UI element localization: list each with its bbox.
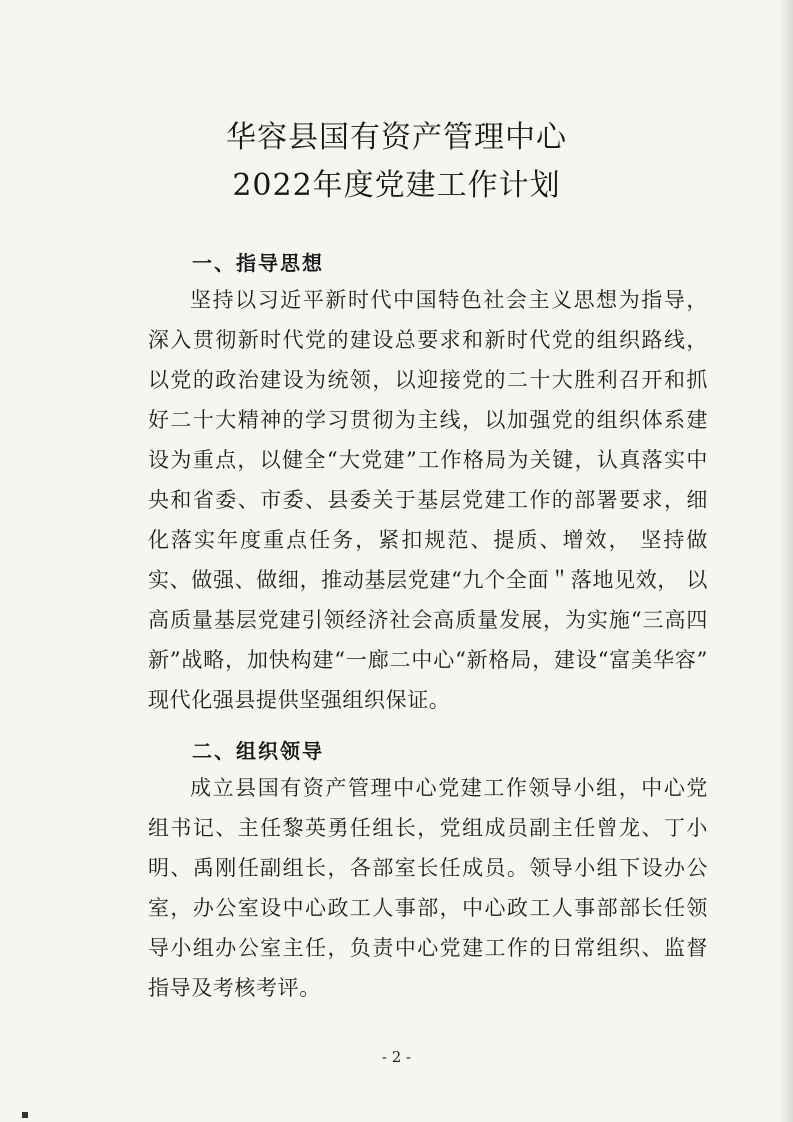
document-title-line-2: 2022年度党建工作计划 [232,168,561,203]
scan-artifact-mark [22,1112,28,1118]
page-number: - 2 - [381,1048,412,1066]
section-paragraph-guiding-thought: 坚持以习近平新时代中国特色社会主义思想为指导，深入贯彻新时代党的建设总要求和新时代党的组织路线，以党的政治建设为统领，以迎接党的二十大胜利召开和抓好二十大精神的学习贯彻为主线，以加强党的组织体系建设为重点，以健全“大党建”工作格局为关键，认真落实中央和省委、市委、县委关于基层党建工作的部署要求，细化落实年度重点任务，紧扣规范、提质、增效， 坚持做实、做强、做细，推动基层党建“九个全面＂落地见效， 以高质量基层党建引领经济社会高质量发展，为实施“三高四新”战略，加快构建“一廊二中心“新格局，建设“富美华容” 现代化强县提供坚强组织保证。 [148,288,708,712]
section-heading-organization-leadership: 二、组织领导 [192,739,324,763]
document-title-line-1: 华容县国有资产管理中心 [226,120,567,155]
section-heading-guiding-thought: 一、指导思想 [192,251,324,275]
section-paragraph-organization-leadership: 成立县国有资产管理中心党建工作领导小组，中心党组书记、主任黎英勇任组长，党组成员副主任曾龙、丁小明、禹刚任副组长，各部室长任成员。领导小组下设办公室，办公室设中心政工人事部，中心政工人事部部长任领导小组办公室主任，负责中心党建工作的日常组织、监督指导及考核考评。 [148,776,708,1000]
